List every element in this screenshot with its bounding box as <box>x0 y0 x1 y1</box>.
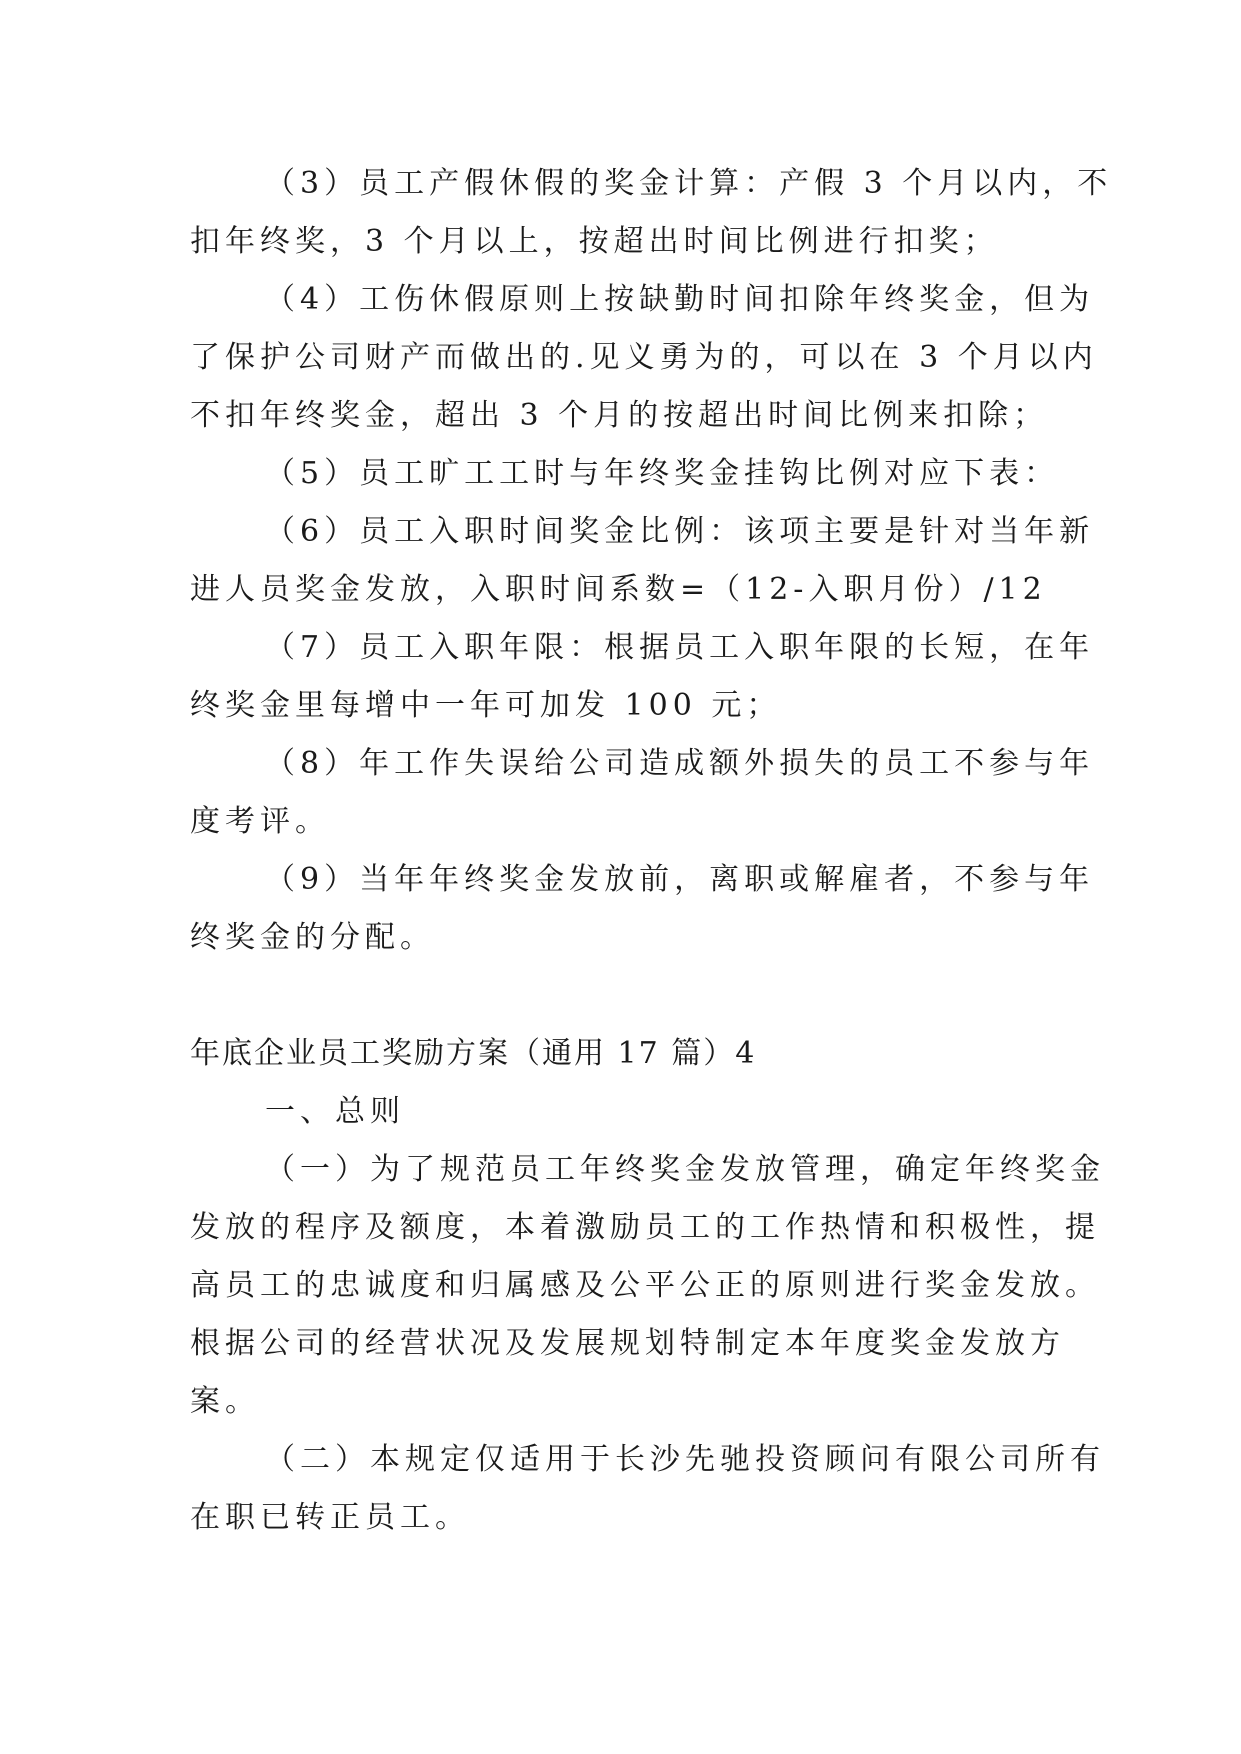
paragraph-3-line-2: 扣年终奖，3 个月以上，按超出时间比例进行扣奖； <box>190 224 999 259</box>
paragraph-7-line-2: 终奖金里每增中一年可加发 100 元； <box>190 688 782 723</box>
clause-1-line-5: 案。 <box>190 1384 260 1419</box>
clause-2-line-2: 在职已转正员工。 <box>190 1500 470 1535</box>
section-heading-general: 一、总则 <box>265 1094 405 1129</box>
paragraph-8-line-1: （8）年工作失误给公司造成额外损失的员工不参与年 <box>265 746 1095 781</box>
clause-1-line-1: （一）为了规范员工年终奖金发放管理，确定年终奖金 <box>265 1152 1105 1187</box>
paragraph-8-line-2: 度考评。 <box>190 804 330 839</box>
clause-2-line-1: （二）本规定仅适用于长沙先驰投资顾问有限公司所有 <box>265 1442 1105 1477</box>
paragraph-6-line-1: （6）员工入职时间奖金比例：该项主要是针对当年新 <box>265 514 1095 549</box>
section-title: 年底企业员工奖励方案（通用 17 篇）4 <box>190 1036 757 1071</box>
paragraph-5-line-1: （5）员工旷工工时与年终奖金挂钩比例对应下表： <box>265 456 1060 491</box>
paragraph-7-line-1: （7）员工入职年限：根据员工入职年限的长短，在年 <box>265 630 1095 665</box>
clause-1-line-3: 高员工的忠诚度和归属感及公平公正的原则进行奖金发放。 <box>190 1268 1100 1303</box>
paragraph-9-line-1: （9）当年年终奖金发放前，离职或解雇者，不参与年 <box>265 862 1095 897</box>
clause-1-line-2: 发放的程序及额度，本着激励员工的工作热情和积极性，提 <box>190 1210 1100 1245</box>
paragraph-4-line-1: （4）工伤休假原则上按缺勤时间扣除年终奖金，但为 <box>265 282 1095 317</box>
paragraph-4-line-3: 不扣年终奖金，超出 3 个月的按超出时间比例来扣除； <box>190 398 1049 433</box>
paragraph-4-line-2: 了保护公司财产而做出的.见义勇为的，可以在 3 个月以内 <box>190 340 1098 375</box>
paragraph-3-line-1: （3）员工产假休假的奖金计算：产假 3 个月以内，不 <box>265 166 1113 201</box>
clause-1-line-4: 根据公司的经营状况及发展规划特制定本年度奖金发放方 <box>190 1326 1065 1361</box>
paragraph-9-line-2: 终奖金的分配。 <box>190 920 435 955</box>
paragraph-6-line-2: 进人员奖金发放，入职时间系数=（12-入职月份）/12 <box>190 572 1047 607</box>
